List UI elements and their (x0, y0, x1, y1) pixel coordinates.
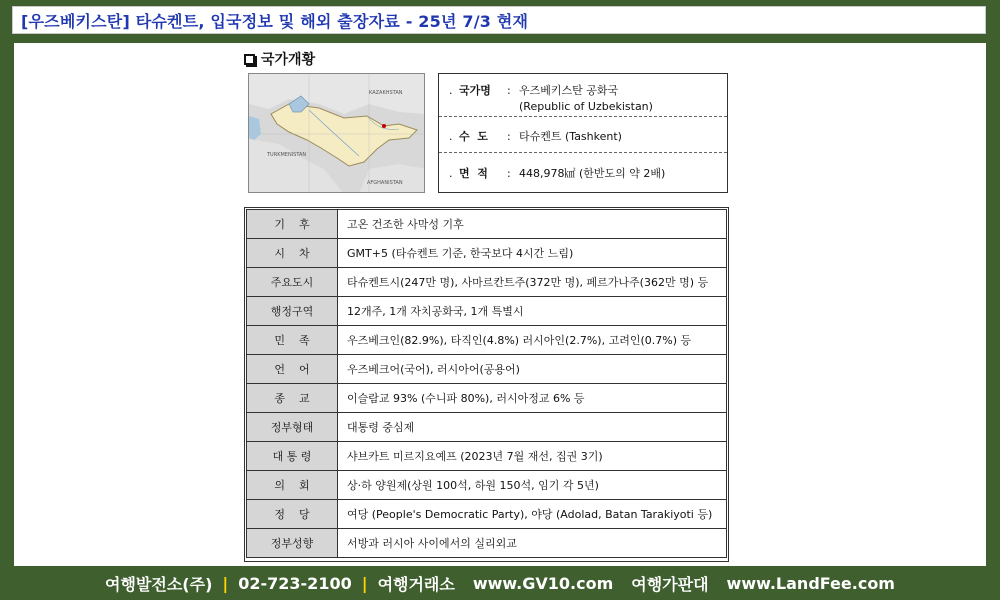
table-row (247, 326, 727, 355)
row-key: 종 교 (247, 384, 338, 413)
row-value: GMT+5 (타슈켄트 기준, 한국보다 4시간 느림) (338, 239, 727, 268)
uzbekistan-map (248, 73, 425, 193)
colon: : (507, 130, 511, 143)
section-title: 국가개황 (261, 52, 316, 68)
country-info-box (438, 73, 728, 193)
info-row-capital (439, 128, 727, 144)
row-key: 정부형태 (247, 413, 338, 442)
row-key: 정부성향 (247, 529, 338, 558)
row-value: 샤브카트 미르지요예프 (2023년 7월 재선, 집권 3기) (338, 442, 727, 471)
table-row (247, 239, 727, 268)
row-value: 상·하 양원제(상원 100석, 하원 150석, 임기 각 5년) (338, 471, 727, 500)
info-value: 타슈켄트 (Tashkent) (519, 130, 622, 143)
row-value: 고온 건조한 사막성 기후 (338, 210, 727, 239)
row-key: 기 후 (247, 210, 338, 239)
section-heading (244, 49, 315, 69)
row-value: 서방과 러시아 사이에서의 실리외교 (338, 529, 727, 558)
row-value: 타슈켄트시(247만 명), 사마르칸트주(372만 명), 페르가나주(362만 명) 등 (338, 268, 727, 297)
table-row (247, 500, 727, 529)
info-label: 면 적 (459, 167, 488, 180)
table-row (247, 355, 727, 384)
site-link-landfee[interactable]: www.LandFee.com (726, 573, 895, 593)
bullet: . (449, 84, 453, 97)
bullet: . (449, 130, 453, 143)
row-key: 정 당 (247, 500, 338, 529)
facts-table (246, 209, 727, 558)
row-value: 우즈베크어(국어), 러시아어(공용어) (338, 355, 727, 384)
footer-label-exchange: 여행거래소 (377, 574, 455, 594)
footer-bar (0, 566, 1000, 600)
checkbox-icon (244, 54, 255, 65)
info-label: 수 도 (459, 130, 488, 143)
info-row-country-name (439, 82, 727, 113)
row-key: 민 족 (247, 326, 338, 355)
row-value: 이슬람교 93% (수니파 80%), 러시아정교 6% 등 (338, 384, 727, 413)
table-row (247, 297, 727, 326)
map-label-turkmenistan: TURKMENISTAN (267, 152, 307, 158)
row-value: 대통령 중심제 (338, 413, 727, 442)
row-value: 12개주, 1개 자치공화국, 1개 특별시 (338, 297, 727, 326)
map-label-afghanistan: AFGHANISTAN (367, 180, 403, 186)
row-key: 시 차 (247, 239, 338, 268)
table-row (247, 529, 727, 558)
row-value: 여당 (People's Democratic Party), 야당 (Adolad, Batan Tarakiyoti 등) (338, 500, 727, 529)
row-key: 행정구역 (247, 297, 338, 326)
table-row (247, 384, 727, 413)
site-link-gv10[interactable]: www.GV10.com (472, 573, 614, 593)
row-key: 의 회 (247, 471, 338, 500)
row-value: 우즈베크인(82.9%), 타직인(4.8%) 러시아인(2.7%), 고려인(0.7%) 등 (338, 326, 727, 355)
table-row (247, 442, 727, 471)
company-name: 여행발전소(주) (105, 574, 213, 594)
divider (439, 116, 727, 117)
info-row-area (439, 165, 727, 181)
colon: : (507, 167, 511, 180)
row-key: 주요도시 (247, 268, 338, 297)
document-page (14, 43, 986, 566)
page-title: [우즈베키스탄] 타슈켄트, 입국정보 및 해외 출장자료 - 25년 7/3 현재 (12, 6, 986, 34)
row-key: 언 어 (247, 355, 338, 384)
info-value: 448,978㎢ (한반도의 약 2배) (519, 167, 666, 180)
info-label: 국가명 (459, 84, 491, 97)
map-label-kazakhstan: KAZAKHSTAN (369, 90, 403, 96)
table-row (247, 268, 727, 297)
footer-label-stand: 여행가판대 (631, 574, 709, 594)
info-subvalue: (Republic of Uzbekistan) (519, 100, 653, 113)
table-row (247, 413, 727, 442)
divider (439, 152, 727, 153)
colon: : (507, 84, 511, 97)
bullet: . (449, 167, 453, 180)
info-value: 우즈베키스탄 공화국 (519, 84, 619, 97)
phone-number[interactable]: 02-723-2100 (238, 573, 352, 593)
table-row (247, 471, 727, 500)
separator: | (361, 573, 368, 593)
table-row (247, 210, 727, 239)
row-key: 대 통 령 (247, 442, 338, 471)
separator: | (222, 573, 229, 593)
